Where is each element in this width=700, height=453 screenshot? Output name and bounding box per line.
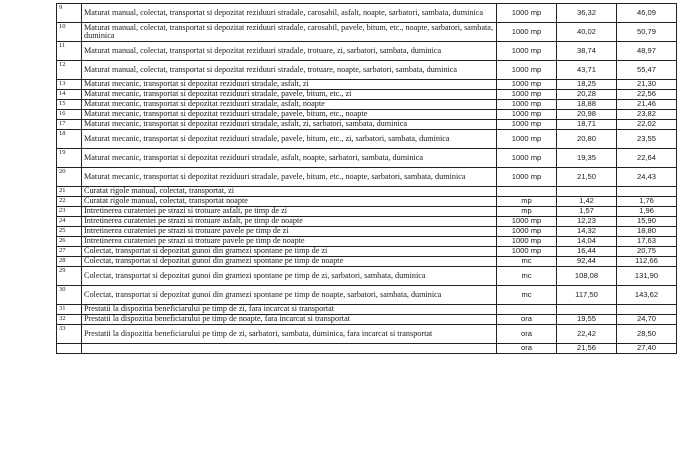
row-number: 18 bbox=[57, 130, 82, 149]
row-unit: 1000 mp bbox=[497, 217, 557, 227]
row-price-2: 23,55 bbox=[617, 130, 677, 149]
row-number: 17 bbox=[57, 120, 82, 130]
row-unit: mc bbox=[497, 286, 557, 305]
row-price-1: 1,57 bbox=[557, 207, 617, 217]
row-unit: mc bbox=[497, 257, 557, 267]
row-price-2: 15,90 bbox=[617, 217, 677, 227]
row-price-2: 24,43 bbox=[617, 168, 677, 187]
row-price-1: 18,71 bbox=[557, 120, 617, 130]
row-unit: ora bbox=[497, 344, 557, 354]
row-description: Maturat mecanic, transportat si depozitat reziduuri stradale, asfalt, zi, sarbatori, sambata, duminica bbox=[82, 120, 497, 130]
row-number: 10 bbox=[57, 23, 82, 42]
row-description: Maturat manual, colectat, transportat si depozitat reziduuri stradale, trotuare, noapte, sarbatori, sambata, duminica bbox=[82, 61, 497, 80]
row-unit: 1000 mp bbox=[497, 120, 557, 130]
row-price-1: 40,02 bbox=[557, 23, 617, 42]
row-description: Prestatii la dispozitia beneficiarului pe timp de noapte, fara incarcat si transportat bbox=[82, 315, 497, 325]
row-description: Maturat mecanic, transportat si depozitat reziduuri stradale, pavele, bitum, etc., noapte, sarbatori, sambata, duminica bbox=[82, 168, 497, 187]
row-description: Maturat mecanic, transportat si depozitat reziduuri stradale, pavele, bitum, etc., zi, sarbatori, sambata, duminica bbox=[82, 130, 497, 149]
table-row bbox=[57, 237, 677, 247]
table-row bbox=[57, 100, 677, 110]
row-price-2: 21,30 bbox=[617, 80, 677, 90]
row-unit: 1000 mp bbox=[497, 237, 557, 247]
row-price-1: 16,44 bbox=[557, 247, 617, 257]
price-table bbox=[56, 3, 677, 354]
row-price-2: 48,97 bbox=[617, 42, 677, 61]
table-row bbox=[57, 149, 677, 168]
row-unit: 1000 mp bbox=[497, 4, 557, 23]
row-price-2: 112,66 bbox=[617, 257, 677, 267]
row-description: Maturat mecanic, transportat si depozitat reziduuri stradale, asfalt, noapte bbox=[82, 100, 497, 110]
row-unit: 1000 mp bbox=[497, 42, 557, 61]
row-price-2: 1,76 bbox=[617, 197, 677, 207]
table-row bbox=[57, 197, 677, 207]
row-price-2: 46,09 bbox=[617, 4, 677, 23]
row-description: Maturat mecanic, transportat si depozitat reziduuri stradale, asfalt, noapte, sarbatori, sambata, duminica bbox=[82, 149, 497, 168]
row-number: 11 bbox=[57, 42, 82, 61]
row-price-1: 14,04 bbox=[557, 237, 617, 247]
row-price-1: 1,42 bbox=[557, 197, 617, 207]
row-unit: 1000 mp bbox=[497, 149, 557, 168]
row-number: 24 bbox=[57, 217, 82, 227]
row-description: Colectat, transportat si depozitat gunoi din gramezi spontane pe timp de zi, sarbatori, sambata, duminica bbox=[82, 267, 497, 286]
row-number: 23 bbox=[57, 207, 82, 217]
table-row bbox=[57, 227, 677, 237]
row-unit: mc bbox=[497, 267, 557, 286]
row-number: 16 bbox=[57, 110, 82, 120]
row-price-1: 20,28 bbox=[557, 90, 617, 100]
table-row bbox=[57, 257, 677, 267]
row-price-2: 22,02 bbox=[617, 120, 677, 130]
row-number: 30 bbox=[57, 286, 82, 305]
table-row bbox=[57, 344, 677, 354]
row-unit: 1000 mp bbox=[497, 110, 557, 120]
row-price-1: 108,08 bbox=[557, 267, 617, 286]
row-price-1: 21,56 bbox=[557, 344, 617, 354]
row-price-2: 18,80 bbox=[617, 227, 677, 237]
row-description bbox=[82, 344, 497, 354]
row-price-1: 19,55 bbox=[557, 315, 617, 325]
row-price-1: 20,98 bbox=[557, 110, 617, 120]
table-row bbox=[57, 23, 677, 42]
row-price-2 bbox=[617, 305, 677, 315]
row-price-2: 50,79 bbox=[617, 23, 677, 42]
row-number: 14 bbox=[57, 90, 82, 100]
row-price-1: 38,74 bbox=[557, 42, 617, 61]
row-number: 28 bbox=[57, 257, 82, 267]
row-price-2: 1,96 bbox=[617, 207, 677, 217]
row-number: 13 bbox=[57, 80, 82, 90]
table-row bbox=[57, 120, 677, 130]
row-price-2 bbox=[617, 187, 677, 197]
row-price-2: 131,90 bbox=[617, 267, 677, 286]
row-unit bbox=[497, 305, 557, 315]
row-unit: 1000 mp bbox=[497, 90, 557, 100]
row-price-1: 12,23 bbox=[557, 217, 617, 227]
row-price-2: 20,75 bbox=[617, 247, 677, 257]
row-price-2: 143,62 bbox=[617, 286, 677, 305]
row-unit: 1000 mp bbox=[497, 100, 557, 110]
table-row bbox=[57, 130, 677, 149]
row-number: 19 bbox=[57, 149, 82, 168]
row-unit: mp bbox=[497, 197, 557, 207]
table-row bbox=[57, 90, 677, 100]
row-price-1: 18,25 bbox=[557, 80, 617, 90]
row-price-1: 92,44 bbox=[557, 257, 617, 267]
row-description: Intretinerea curateniei pe strazi si trotuare pavele pe timp de noapte bbox=[82, 237, 497, 247]
row-number: 26 bbox=[57, 237, 82, 247]
row-unit: 1000 mp bbox=[497, 61, 557, 80]
row-description: Prestatii la dispozitia beneficiarului pe timp de zi, fara incarcat si transportat bbox=[82, 305, 497, 315]
row-description: Colectat, transportat si depozitat gunoi din gramezi spontane pe timp de zi bbox=[82, 247, 497, 257]
row-price-1: 18,88 bbox=[557, 100, 617, 110]
row-description: Intretinerea curateniei pe strazi si trotuare asfalt, pe timp de zi bbox=[82, 207, 497, 217]
table-row bbox=[57, 168, 677, 187]
row-price-1: 117,50 bbox=[557, 286, 617, 305]
row-unit: 1000 mp bbox=[497, 80, 557, 90]
row-description: Curatat rigole manual, colectat, transportat, zi bbox=[82, 187, 497, 197]
row-description: Curatat rigole manual, colectat, transportat noapte bbox=[82, 197, 497, 207]
row-price-2: 23,82 bbox=[617, 110, 677, 120]
row-number: 33 bbox=[57, 325, 82, 344]
row-price-1 bbox=[557, 187, 617, 197]
row-description: Maturat mecanic, transportat si depozitat reziduuri stradale, pavele, bitum, etc., zi bbox=[82, 90, 497, 100]
row-unit: ora bbox=[497, 325, 557, 344]
row-price-2: 28,50 bbox=[617, 325, 677, 344]
row-price-1: 43,71 bbox=[557, 61, 617, 80]
document-page bbox=[56, 3, 676, 354]
row-number: 27 bbox=[57, 247, 82, 257]
row-number: 29 bbox=[57, 267, 82, 286]
row-description: Maturat manual, colectat, transportat si depozitat reziduuri stradale, carosabil, asfalt, noapte, sarbatori, sambata, duminica bbox=[82, 4, 497, 23]
table-row bbox=[57, 305, 677, 315]
table-row bbox=[57, 207, 677, 217]
row-description: Prestatii la dispozitia beneficiarului pe timp de zi, sarbatori, sambata, duminica, fara incarcat si transportat bbox=[82, 325, 497, 344]
row-number: 32 bbox=[57, 315, 82, 325]
row-unit: ora bbox=[497, 315, 557, 325]
row-price-1: 19,35 bbox=[557, 149, 617, 168]
table-row bbox=[57, 80, 677, 90]
row-price-2: 24,70 bbox=[617, 315, 677, 325]
table-row bbox=[57, 286, 677, 305]
row-price-1: 22,42 bbox=[557, 325, 617, 344]
row-price-2: 17,63 bbox=[617, 237, 677, 247]
row-description: Colectat, transportat si depozitat gunoi din gramezi spontane pe timp de noapte, sarbatori, sambata, duminica bbox=[82, 286, 497, 305]
row-description: Maturat manual, colectat, transportat si depozitat reziduuri stradale, trotuare, zi, sarbatori, sambata, duminica bbox=[82, 42, 497, 61]
row-description: Intretinerea curateniei pe strazi si trotuare asfalt, pe timp de noapte bbox=[82, 217, 497, 227]
row-price-2: 21,46 bbox=[617, 100, 677, 110]
row-number: 21 bbox=[57, 187, 82, 197]
row-unit: 1000 mp bbox=[497, 23, 557, 42]
row-number: 9 bbox=[57, 4, 82, 23]
row-description: Maturat manual, colectat, transportat si depozitat reziduuri stradale, carosabil, pavele, bitum, etc., noapte, sarbatori, sambata, duminica bbox=[82, 23, 497, 42]
table-row bbox=[57, 325, 677, 344]
row-price-2: 22,64 bbox=[617, 149, 677, 168]
row-price-2: 27,40 bbox=[617, 344, 677, 354]
price-table-body bbox=[57, 4, 677, 354]
row-price-1: 14,32 bbox=[557, 227, 617, 237]
row-number: 15 bbox=[57, 100, 82, 110]
row-number: 25 bbox=[57, 227, 82, 237]
table-row bbox=[57, 267, 677, 286]
row-number: 22 bbox=[57, 197, 82, 207]
row-number: 12 bbox=[57, 61, 82, 80]
table-row bbox=[57, 187, 677, 197]
table-row bbox=[57, 247, 677, 257]
row-number: 20 bbox=[57, 168, 82, 187]
row-number: 31 bbox=[57, 305, 82, 315]
row-price-1 bbox=[557, 305, 617, 315]
row-unit: mp bbox=[497, 207, 557, 217]
row-unit: 1000 mp bbox=[497, 247, 557, 257]
row-price-1: 36,32 bbox=[557, 4, 617, 23]
row-description: Maturat mecanic, transportat si depozitat reziduuri stradale, asfalt, zi bbox=[82, 80, 497, 90]
table-row bbox=[57, 315, 677, 325]
row-price-2: 22,56 bbox=[617, 90, 677, 100]
row-description: Colectat, transportat si depozitat gunoi din gramezi spontane pe timp de noapte bbox=[82, 257, 497, 267]
row-number bbox=[57, 344, 82, 354]
row-price-1: 21,50 bbox=[557, 168, 617, 187]
row-unit: 1000 mp bbox=[497, 168, 557, 187]
row-unit bbox=[497, 187, 557, 197]
row-unit: 1000 mp bbox=[497, 130, 557, 149]
table-row bbox=[57, 110, 677, 120]
table-row bbox=[57, 217, 677, 227]
row-description: Maturat mecanic, transportat si depozitat reziduuri stradale, pavele, bitum, etc., noapte bbox=[82, 110, 497, 120]
row-unit: 1000 mp bbox=[497, 227, 557, 237]
table-row bbox=[57, 61, 677, 80]
row-description: Intretinerea curateniei pe strazi si trotuare pavele pe timp de zi bbox=[82, 227, 497, 237]
row-price-2: 55,47 bbox=[617, 61, 677, 80]
row-price-1: 20,80 bbox=[557, 130, 617, 149]
table-row bbox=[57, 42, 677, 61]
table-row bbox=[57, 4, 677, 23]
